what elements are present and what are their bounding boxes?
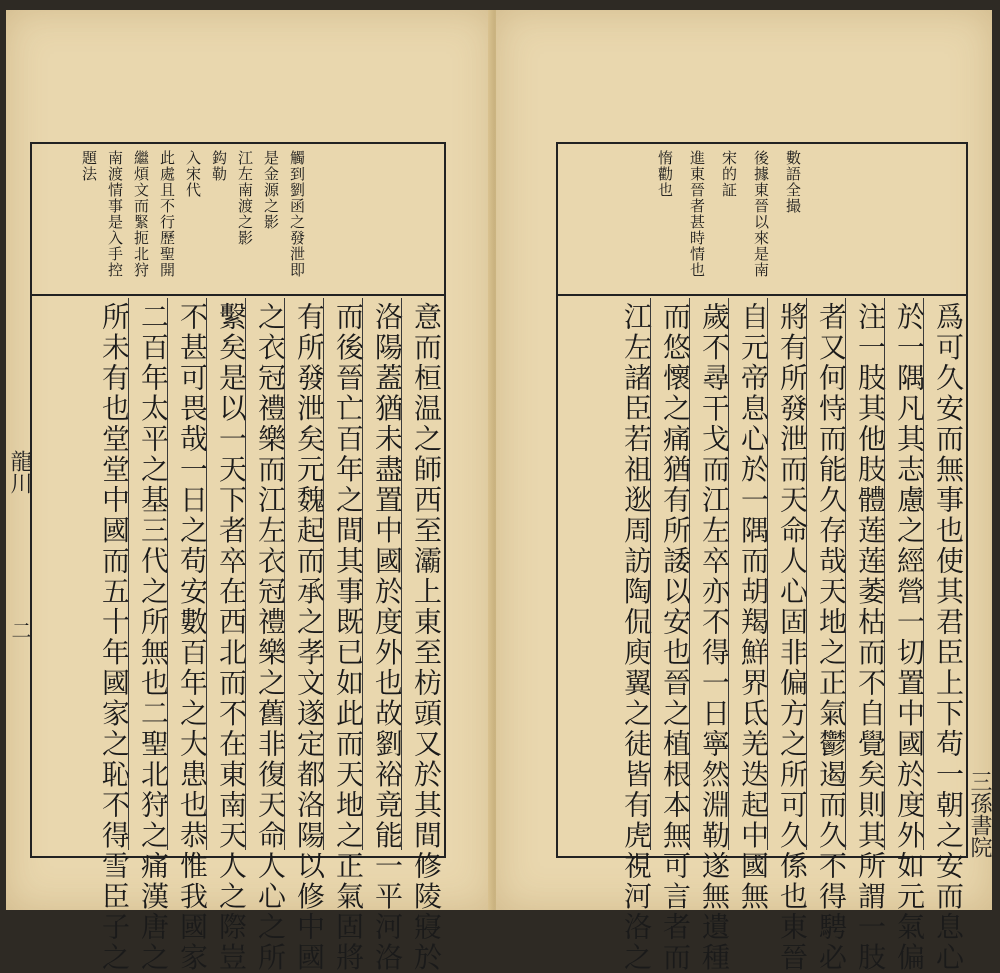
text-column: 之衣冠禮樂而江左衣冠禮樂之舊非復天命人心之所 [245,298,284,850]
header-note: 繼煩文而緊扼北狩 [132,150,150,278]
header-note: 是金源之影 [262,150,280,230]
header-note: 惰勸也 [656,150,674,198]
text-column: 歲不尋干戈而江左卒亦不得一日寧然淵勒遂無遺種 [689,298,728,850]
header-note: 進東晉者甚時情也 [688,150,706,278]
header-note: 入宋代 [184,150,202,198]
left-margin-label: 龍川 [7,450,32,494]
text-column: 繫矣是以一天下者卒在西北而不在東南天人之際豈 [206,298,245,850]
page-number: 二 [8,620,32,640]
header-note: 觸到劉函之發泄即 [288,150,306,278]
text-column: 洛陽蓋猶未盡置中國於度外也故劉裕竟能一平河洛 [362,298,401,850]
text-column: 者又何恃而能久存哉天地之正氣鬱遏而久不得騁必 [806,298,845,850]
header-note: 鈎勒 [210,150,228,182]
text-column: 二百年太平之基三代之所無也二聖北狩之痛漢唐之 [128,298,167,850]
header-note: 此處且不行歷聖開 [158,150,176,278]
text-column: 不甚可畏哉一日之苟安數百年之大患也恭惟我國家 [167,298,206,850]
header-note: 宋的証 [720,150,738,198]
text-column: 爲可久安而無事也使其君臣上下苟一朝之安而息心 [923,298,962,850]
right-text-columns [560,298,965,973]
text-column: 自元帝息心於一隅而胡羯鮮界氐羌迭起中國無 [728,298,767,850]
text-column: 於一隅凡其志慮之經營一切置中國於度外如元氣偏 [884,298,923,850]
text-column: 有所發泄矣元魏起而承之孝文遂定都洛陽以修中國 [284,298,323,850]
text-column: 將有所發泄而天命人心固非偏方之所可久係也東晉 [767,298,806,850]
header-note: 江左南渡之影 [236,150,254,246]
left-header-notes [54,150,304,286]
text-column: 而悠懷之痛猶有所諉以安也晉之植根本無可言者而 [650,298,689,850]
text-column: 意而桓温之師西至灞上東至枋頭又於其間修陵寢於 [401,298,440,850]
text-column: 所未有也堂堂中國而五十年國家之恥不得雪臣子之 [98,302,131,973]
header-note: 南渡情事是入手控 [106,150,124,278]
header-note: 題法 [80,150,98,182]
header-note: 後據東晉以來是南 [752,150,770,278]
text-column: 江左諸臣若祖逖周訪陶侃庾翼之徒皆有虎視河洛之 [620,302,653,973]
left-text-columns [34,298,443,973]
text-column: 注一肢其他肢體莲莲萎枯而不自覺矣則其所謂一肢 [845,298,884,850]
right-margin-text: 三孫書院 [967,770,992,858]
right-header-notes [580,150,800,286]
header-note: 數語全撮 [784,150,802,214]
text-column: 而後晉亡百年之間其事既已如此而天地之正氣固將 [323,298,362,850]
